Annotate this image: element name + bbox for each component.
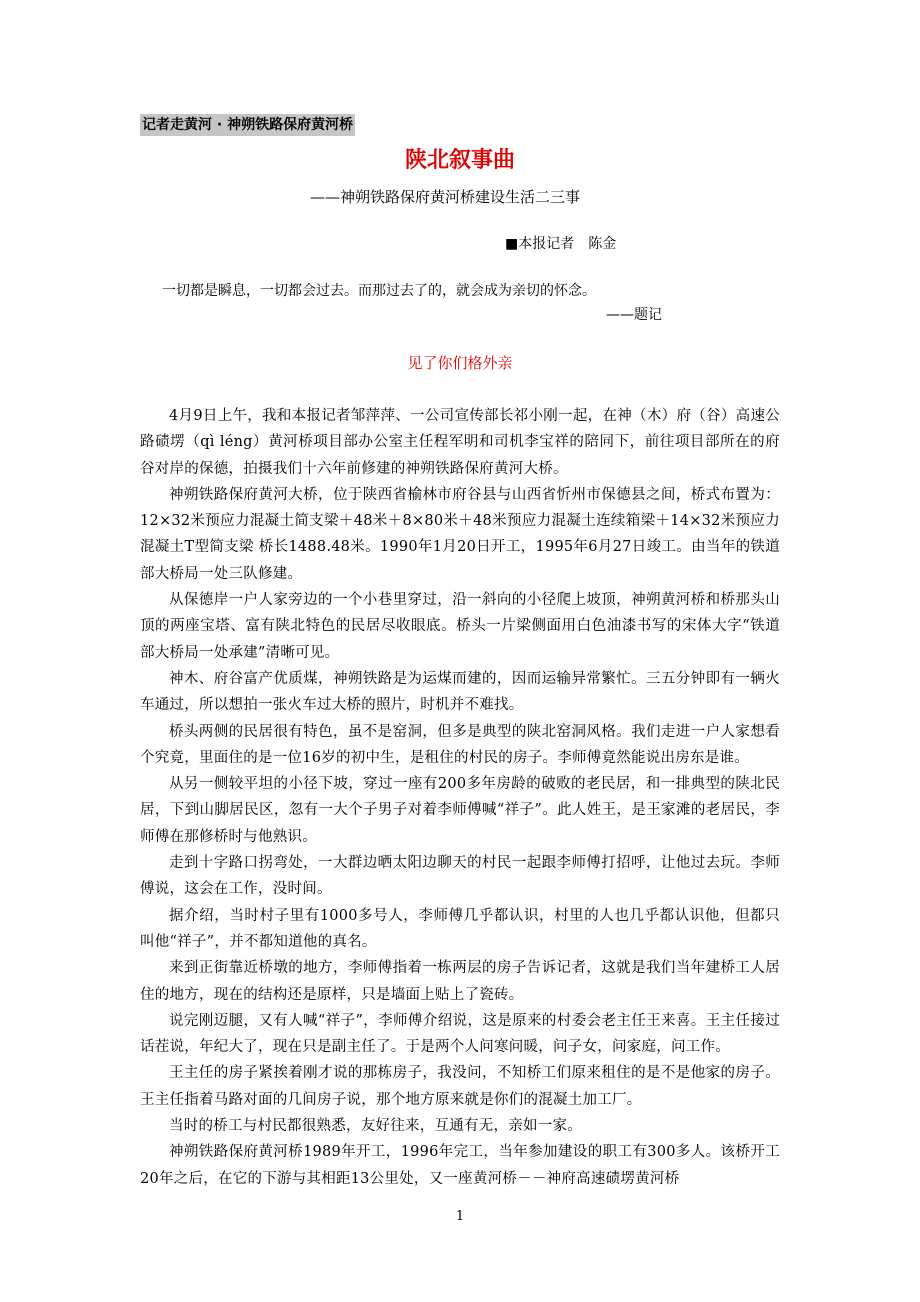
paragraph: 王主任的房子紧挨着刚才说的那栋房子，我没问，不知桥工们原来租住的是不是他家的房子。王主任指着马路对面的几间房子说，那个地方原来就是你们的混凝土加工厂。 bbox=[140, 1065, 780, 1108]
byline: ■本报记者 陈金 bbox=[505, 236, 617, 252]
paragraph: 当时的桥工与村民都很熟悉，友好往来，互通有无，亲如一家。 bbox=[169, 1118, 582, 1135]
paragraph: 走到十字路口拐弯处，一大群边晒太阳边聊天的村民一起跟李师傅打招呼，让他过去玩。李师傅说，这会在工作，没时间。 bbox=[140, 855, 780, 898]
paragraph: 据介绍，当时村子里有1000多号人，李师傅几乎都认识，村里的人也几乎都认识他，但都只叫他“祥子”，并不都知道他的真名。 bbox=[140, 907, 780, 950]
paragraph: 从保德岸一户人家旁边的一个小巷里穿过，沿一斜向的小径爬上坡顶，神朔黄河桥和桥那头山顶的两座宝塔、富有陕北特色的民居尽收眼底。桥头一片梁侧面用白色油漆书写的宋体大字“铁道部大桥局一处承建”清晰可见。 bbox=[140, 592, 780, 661]
paragraph: 神朔铁路保府黄河大桥，位于陕西省榆林市府谷县与山西省忻州市保德县之间，桥式布置为：12×32米预应力混凝土简支梁＋48米＋8×80米＋48米预应力混凝土连续箱梁＋14×32米预应力混凝土T型简支梁 桥长1488.48米。1990年1月20日开工，1995年6月27日竣工。由当年的铁道部大桥局一处三队修建。 bbox=[140, 486, 780, 582]
epigraph-sign: ——题记 bbox=[606, 307, 662, 323]
paragraph: 从另一侧较平坦的小径下坡，穿过一座有200多年房龄的破败的老民居，和一排典型的陕北民居，下到山脚居民区，忽有一大个子男子对着李师傅喊“祥子”。此人姓王，是王家滩的老居民，李师傅在那修桥时与他熟识。 bbox=[140, 776, 780, 845]
paragraph: 来到正街靠近桥墩的地方，李师傅指着一栋两层的房子告诉记者，这就是我们当年建桥工人居住的地方，现在的结构还是原样，只是墙面上贴上了瓷砖。 bbox=[140, 960, 780, 1003]
paragraph: 说完刚迈腿，又有人喊“祥子”，李师傅介绍说，这是原来的村委会老主任王来喜。王主任接过话茬说，年纪大了，现在只是副主任了。于是两个人问寒问暖，问子女，问家庭，问工作。 bbox=[140, 1012, 780, 1056]
epigraph: 一切都是瞬息，一切都会过去。而那过去了的，就会成为亲切的怀念。 bbox=[162, 283, 596, 299]
article-body bbox=[140, 403, 780, 1192]
page-number: 1 bbox=[455, 1209, 465, 1224]
paragraph: 4月9日上午，我和本报记者邹萍萍、一公司宣传部长祁小刚一起，在神（木）府（谷）高速公路碛塄（qì léng）黄河桥项目部办公室主任程军明和司机李宝祥的陪同下，前往项目部所在的府谷对岸的保德，拍摄我们十六年前修建的神朔铁路保府黄河大桥。 bbox=[140, 408, 780, 477]
article-title: 陕北叙事曲 bbox=[404, 148, 515, 173]
paragraph: 神木、府谷富产优质煤，神朔铁路是为运煤而建的，因而运输异常繁忙。三五分钟即有一辆火车通过，所以想拍一张火车过大桥的照片，时机并不难找。 bbox=[140, 670, 780, 714]
paragraph: 神朔铁路保府黄河桥1989年开工，1996年完工，当年参加建设的职工有300多人。该桥开工20年之后，在它的下游与其相距13公里处，又一座黄河桥－－神府高速碛塄黄河桥 bbox=[140, 1144, 780, 1187]
article-subtitle: ——神朔铁路保府黄河桥建设生活二三事 bbox=[310, 188, 581, 206]
paragraph: 桥头两侧的民居很有特色，虽不是窑洞，但多是典型的陕北窑洞风格。我们走进一户人家想看个究竟，里面住的是一位16岁的初中生，是租住的村民的房子。李师傅竟然能说出房东是谁。 bbox=[140, 723, 780, 766]
section-heading: 见了你们格外亲 bbox=[407, 354, 513, 372]
column-tag: 记者走黄河 · 神朔铁路保府黄河桥 bbox=[140, 114, 355, 136]
